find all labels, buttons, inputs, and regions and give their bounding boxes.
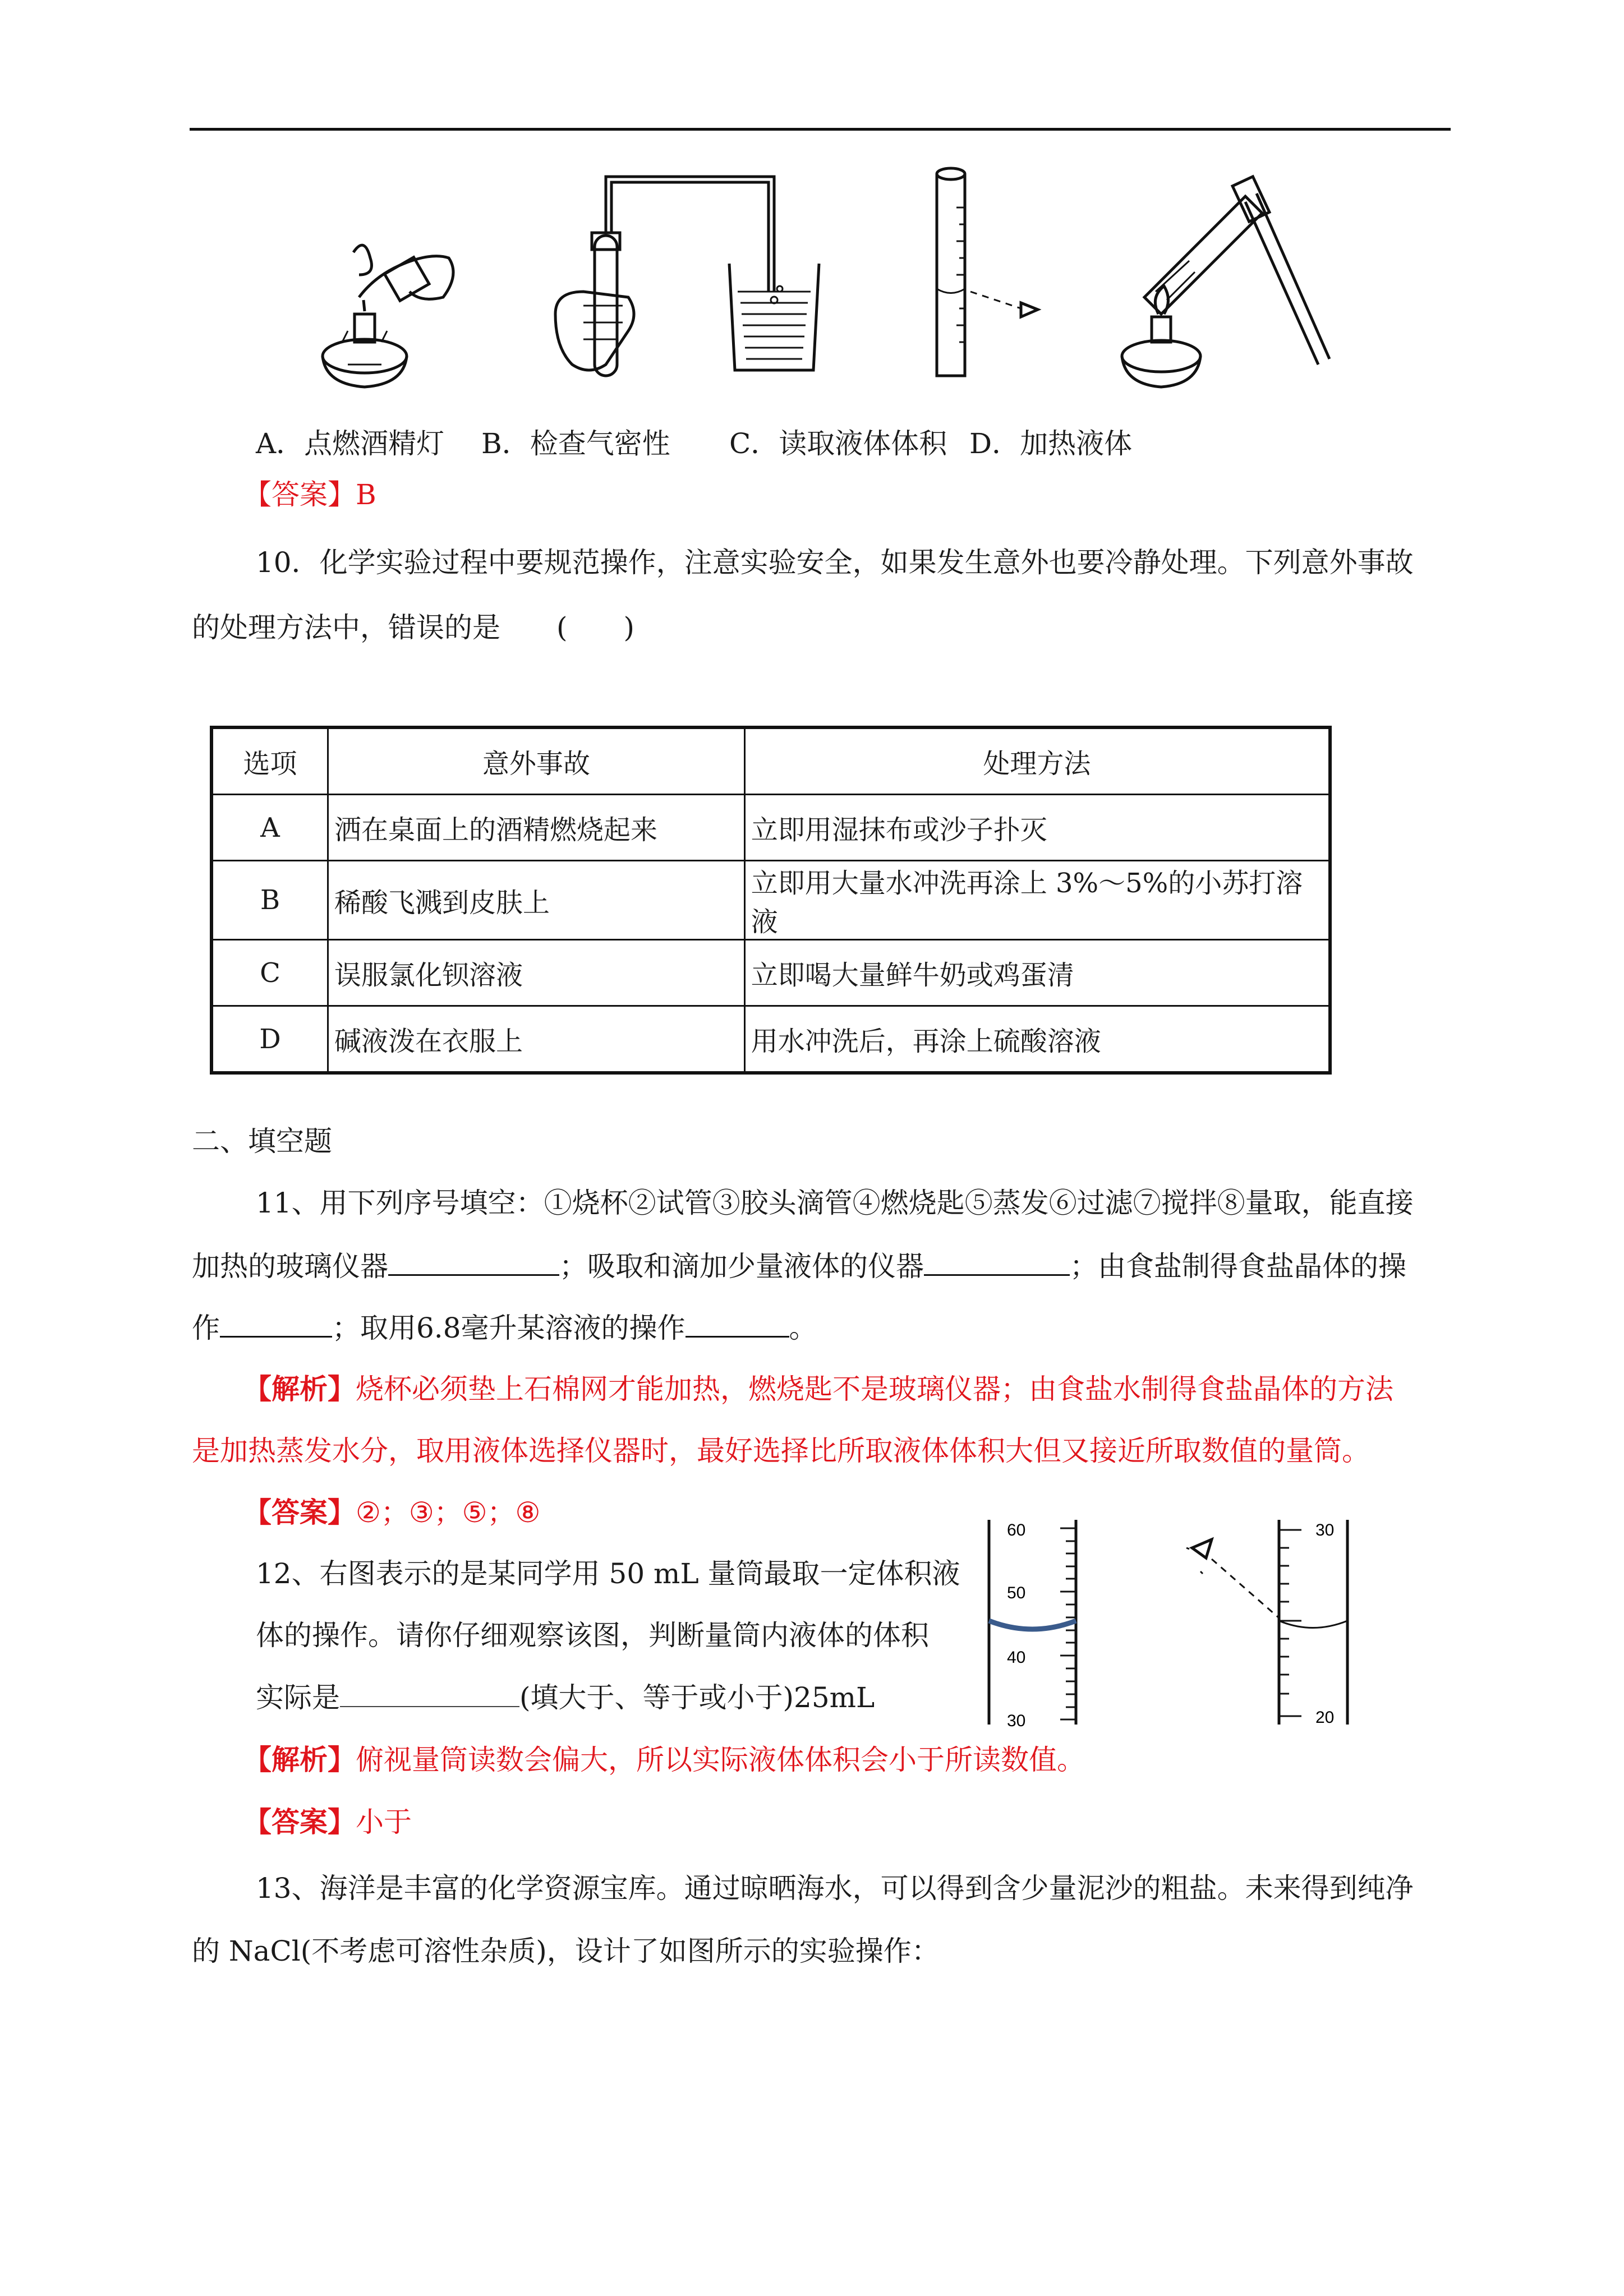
blank-1[interactable] bbox=[388, 1248, 559, 1276]
q13-line2: 的 NaCl(不考虑可溶性杂质)，设计了如图所示的实验操作： bbox=[192, 1935, 940, 1967]
alcohol-lamp-lighting-icon bbox=[323, 245, 453, 387]
table-cell: 立即用大量水冲洗再涂上 3%～5%的小苏打溶液 bbox=[744, 861, 1330, 940]
q10-line1: 10．化学实验过程中要规范操作，注意实验安全，如果发生意外也要冷静处理。下列意外事故 bbox=[256, 546, 1414, 579]
option-c: C．读取液体体积 bbox=[729, 427, 947, 460]
section-title: 二、填空题 bbox=[192, 1125, 332, 1158]
q11-text: 。 bbox=[789, 1312, 817, 1344]
cylinder-reading-icon bbox=[937, 168, 1038, 376]
answer-tag: 【答案】 bbox=[243, 478, 356, 511]
table-cell: 洒在桌面上的酒精燃烧起来 bbox=[328, 795, 745, 861]
heating-liquid-icon bbox=[1122, 177, 1329, 387]
table-cell: B bbox=[211, 861, 328, 940]
q12-analysis bbox=[243, 1742, 1085, 1777]
table-row bbox=[211, 940, 1330, 1006]
accident-table bbox=[210, 726, 1332, 1075]
answer-tag: 【答案】 bbox=[243, 1496, 356, 1529]
table-cell: 稀酸飞溅到皮肤上 bbox=[328, 861, 745, 940]
table-cell: A bbox=[211, 795, 328, 861]
table-row bbox=[211, 861, 1330, 940]
cylinder-scale-figure bbox=[976, 1509, 1386, 1733]
q11-text: ；吸取和滴加少量液体的仪器 bbox=[559, 1250, 924, 1283]
scale-label: 50 bbox=[1007, 1584, 1026, 1602]
blank-3[interactable] bbox=[220, 1310, 332, 1338]
q12-line3 bbox=[256, 1680, 875, 1715]
blank-5[interactable] bbox=[340, 1680, 519, 1707]
header-rule bbox=[190, 128, 1451, 131]
q11-answer bbox=[243, 1495, 540, 1530]
scale-label: 30 bbox=[1007, 1712, 1026, 1730]
table-header: 选项 bbox=[211, 727, 328, 795]
q11-line3 bbox=[192, 1310, 817, 1345]
analysis-tag: 【解析】 bbox=[243, 1372, 356, 1405]
lab-operations-figure bbox=[292, 163, 1358, 404]
q12-text: 实际是 bbox=[256, 1681, 340, 1714]
q13-line1: 13、海洋是丰富的化学资源宝库。通过晾晒海水，可以得到含少量泥沙的粗盐。未来得到纯净 bbox=[256, 1872, 1414, 1905]
scale-label: 20 bbox=[1315, 1708, 1335, 1727]
q11-line1: 11、用下列序号填空：①烧杯②试管③胶头滴管④燃烧匙⑤蒸发⑥过滤⑦搅拌⑧量取，能直接 bbox=[256, 1187, 1414, 1219]
table-cell: C bbox=[211, 940, 328, 1006]
answer-value: B bbox=[356, 478, 376, 511]
table-header: 处理方法 bbox=[744, 727, 1330, 795]
right-cylinder bbox=[1279, 1520, 1347, 1727]
q11-analysis-line2: 是加热蒸发水分，取用液体选择仪器时，最好选择比所取液体体积大但又接近所取数值的量筒。 bbox=[192, 1435, 1370, 1467]
answer-value: ②；③；⑤；⑧ bbox=[356, 1496, 541, 1529]
option-a: A．点燃酒精灯 bbox=[256, 427, 445, 460]
scale-label: 30 bbox=[1315, 1521, 1335, 1539]
q11-analysis-line1 bbox=[243, 1372, 1393, 1407]
eye-icon bbox=[1186, 1539, 1279, 1618]
table-cell: 碱液泼在衣服上 bbox=[328, 1006, 745, 1073]
table-row bbox=[211, 795, 1330, 861]
q12-answer bbox=[243, 1805, 412, 1839]
table-header-row bbox=[211, 727, 1330, 795]
blank-2[interactable] bbox=[924, 1248, 1070, 1276]
table-cell: 误服氯化钡溶液 bbox=[328, 940, 745, 1006]
option-d: D．加热液体 bbox=[969, 427, 1133, 460]
scale-label: 40 bbox=[1007, 1648, 1026, 1667]
answer-tag: 【答案】 bbox=[243, 1805, 356, 1838]
analysis-text: 俯视量筒读数会偏大，所以实际液体体积会小于所读数值。 bbox=[356, 1744, 1085, 1776]
q12-line1: 12、右图表示的是某同学用 50 mL 量筒最取一定体积液 bbox=[256, 1557, 960, 1590]
blank-4[interactable] bbox=[686, 1310, 789, 1338]
table-cell: D bbox=[211, 1006, 328, 1073]
q11-text: 加热的玻璃仪器 bbox=[192, 1250, 388, 1283]
answer-value: 小于 bbox=[356, 1806, 412, 1838]
table-row bbox=[211, 1006, 1330, 1073]
table-header: 意外事故 bbox=[328, 727, 745, 795]
q9-answer bbox=[243, 477, 376, 512]
q10-line2: 的处理方法中，错误的是 ( ) bbox=[192, 611, 635, 644]
q12-text: (填大于、等于或小于)25mL bbox=[519, 1681, 875, 1714]
q11-text: ；由食盐制得食盐晶体的操 bbox=[1070, 1250, 1406, 1283]
scale-label: 60 bbox=[1007, 1521, 1026, 1539]
analysis-tag: 【解析】 bbox=[243, 1743, 356, 1776]
table-cell: 立即用湿抹布或沙子扑灭 bbox=[744, 795, 1330, 861]
analysis-text: 烧杯必须垫上石棉网才能加热，燃烧匙不是玻璃仪器；由食盐水制得食盐晶体的方法 bbox=[356, 1373, 1393, 1405]
left-cylinder bbox=[989, 1520, 1076, 1730]
q12-line2: 体的操作。请你仔细观察该图，判断量筒内液体的体积 bbox=[256, 1619, 929, 1652]
q11-text: 作 bbox=[192, 1312, 220, 1344]
option-b: B．检查气密性 bbox=[481, 427, 670, 460]
q11-line2 bbox=[192, 1248, 1406, 1284]
airtightness-check-icon bbox=[555, 177, 819, 376]
table-cell: 用水冲洗后，再涂上硫酸溶液 bbox=[744, 1006, 1330, 1073]
table-cell: 立即喝大量鲜牛奶或鸡蛋清 bbox=[744, 940, 1330, 1006]
q11-text: ；取用6.8毫升某溶液的操作 bbox=[332, 1312, 686, 1344]
